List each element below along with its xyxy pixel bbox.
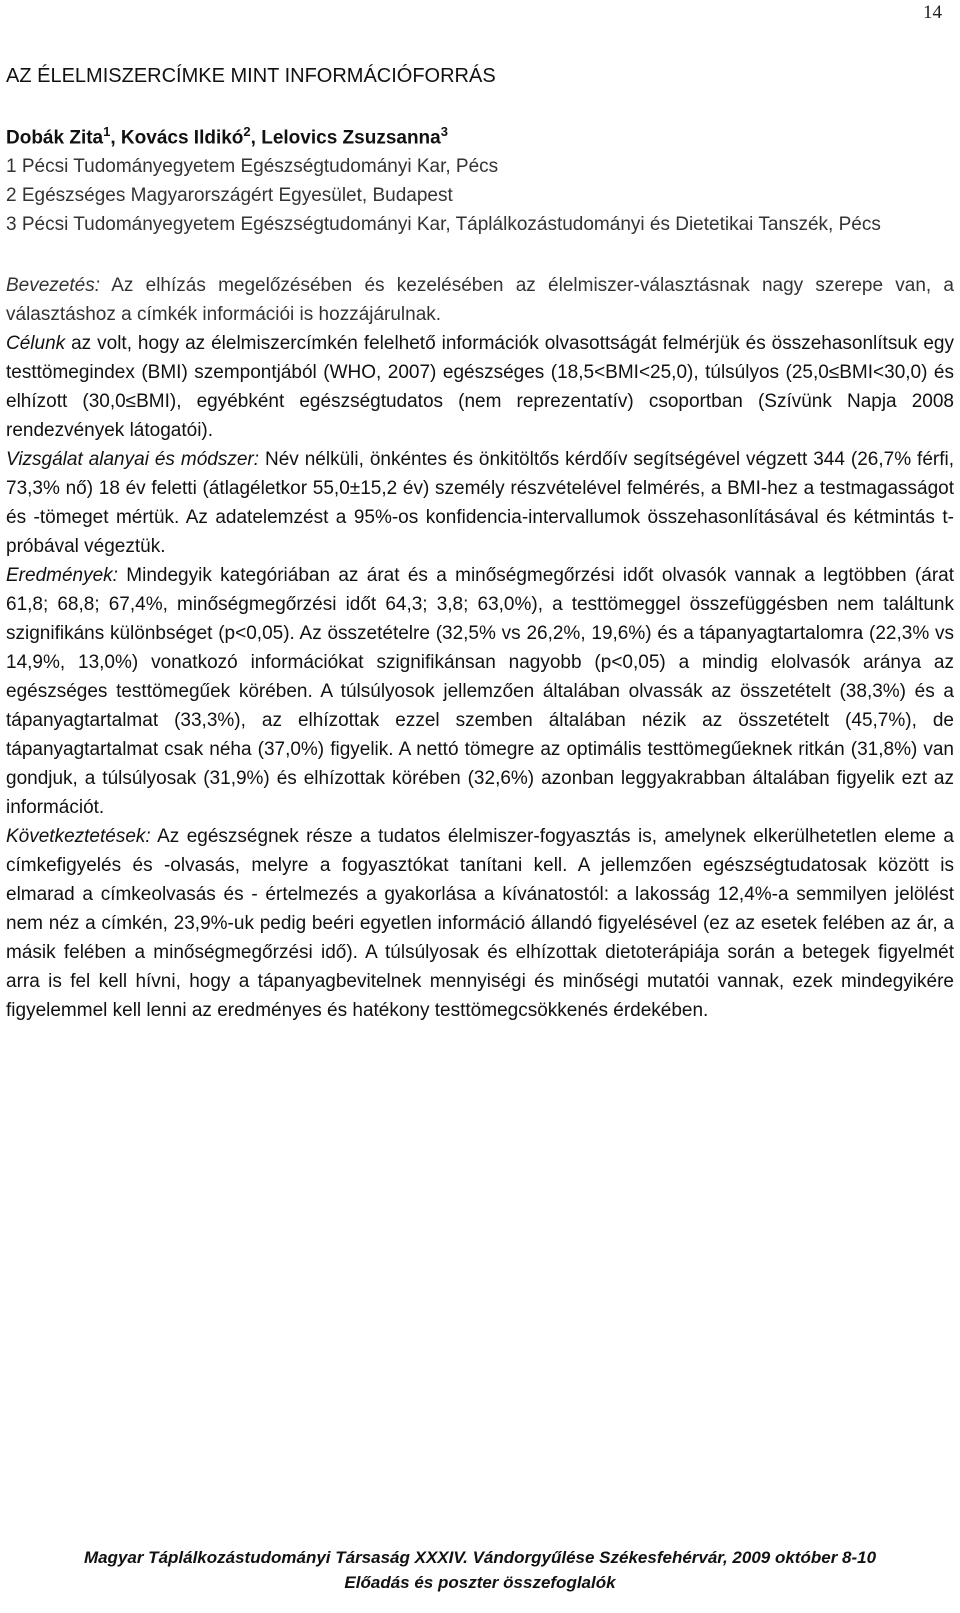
- section-heading: Vizsgálat alanyai és módszer:: [6, 449, 260, 471]
- author-separator: ,: [110, 127, 121, 149]
- section-text: Név nélküli, önkéntes és önkitöltős kérdőív segítségével végzett 344 (26,7% férfi, 73,3% nő) 18 év feletti (átlagéletkor 55,0±15,2 év) személy részvételével felmérés, a BMI-hez a testmagasságot és -tömeget mértük. Az adatelemzést a 95%-os konfidencia-intervallumok összehasonlításával és kétmintás t-próbával végeztük.: [6, 449, 955, 558]
- section-heading: Bevezetés:: [6, 275, 100, 297]
- section-heading: Következtetések:: [6, 826, 151, 848]
- section-heading: Eredmények:: [6, 565, 118, 587]
- abstract-section-conclusions: [6, 822, 954, 1025]
- section-text: Az elhízás megelőzésében és kezelésében az élelmiszer-választásnak nagy szerepe van, a választáshoz a címkék információi is hozzájárulnak.: [6, 275, 954, 326]
- author-affiliation-index: 1: [103, 124, 111, 139]
- author-name: Kovács Ildikó: [120, 127, 244, 149]
- section-text: Mindegyik kategóriában az árat és a minőségmegőrzési időt olvasók vannak a legtöbben (árat 61,8; 68,8; 67,4%, minőségmegőrzési időt 64,3; 3,8; 63,0%), a testtömeggel összefüggésben nem találtunk szignifikáns különbséget (p<0,05). Az összetételre (32,5% vs 26,2%, 19,6%) és a tápanyagtartalomra (22,3% vs 14,9%, 13,0%) vonatkozó információkat szignifikánsan nagyobb (p<0,05) a mindig elolvasók aránya az egészséges testtömegűek körében. A túlsúlyosok jellemzően általában olvassák az összetételt (38,3%) és a tápanyagtartalmat (33,3%), az elhízottak ezzel szemben általában nézik az összetételt (45,7%), de tápanyagtartalmat csak néha (37,0%) figyelik. A nettó tömegre az optimális testtömegűeknek ritkán (31,8%) van gondjuk, a túlsúlyosak (31,9%) és elhízottak körében (32,6%) azonban leggyakrabban általában figyelik ezt az információt.: [6, 565, 954, 819]
- abstract-section-introduction: [6, 271, 954, 329]
- affiliation: 1 Pécsi Tudományegyetem Egészségtudományi Kar, Pécs: [6, 156, 499, 178]
- abstract-page: [6, 62, 954, 1025]
- page-title: AZ ÉLELMISZERCÍMKE MINT INFORMÁCIÓFORRÁS: [6, 65, 496, 87]
- footer-subtitle: Előadás és poszter összefoglalók: [344, 1573, 616, 1592]
- abstract-section-methods: [6, 445, 954, 561]
- section-heading: Célunk: [6, 333, 66, 355]
- author-name: Dobák Zita: [6, 127, 104, 149]
- footer-conference: Magyar Táplálkozástudományi Társaság XXXIV. Vándorgyűlése Székesfehérvár, 2009 október 8-10: [83, 1548, 877, 1567]
- abstract-section-aim: [6, 329, 954, 445]
- affiliation: 2 Egészséges Magyarországért Egyesület, Budapest: [6, 185, 453, 207]
- abstract-body: [6, 271, 954, 1025]
- author-name: Lelovics Zsuzsanna: [261, 127, 441, 149]
- author-affiliation-index: 2: [243, 124, 251, 139]
- author-affiliation-index: 3: [440, 124, 448, 139]
- affiliation: 3 Pécsi Tudományegyetem Egészségtudományi Kar, Táplálkozástudományi és Dietetikai Tanszék, Pécs: [6, 214, 881, 236]
- abstract-section-results: [6, 561, 954, 822]
- page-number: 14: [923, 2, 942, 23]
- author-list: [6, 118, 954, 152]
- section-text: az volt, hogy az élelmiszercímkén felelhető információk olvasottságát felmérjük és összehasonlítsuk egy testtömegindex (BMI) szempontjából (WHO, 2007) egészséges (18,5<BMI<25,0), túlsúlyos (25,0≤BMI<30,0) és elhízott (30,0≤BMI), egyébként egészségtudatos (nem reprezentatív) csoportban (Szívünk Napja 2008 rendezvények látogatói).: [6, 333, 954, 442]
- section-text: Az egészségnek része a tudatos élelmiszer-fogyasztás is, amelynek elkerülhetetlen eleme a címkefigyelés és -olvasás, melyre a fogyasztókat tanítani kell. A jellemzően egészségtudatosak között is elmarad a címkeolvasás és - értelmezés a gyakorlása a kívánatostól: a lakosság 12,4%-a semmilyen jelölést nem néz a címkén, 23,9%-uk pedig beéri egyetlen információ állandó figyelésével (ez az esetek felében az ár, a másik felében a minőségmegőrzési idő). A túlsúlyosak és elhízottak dietoterápiája során a betegek figyelmét arra is fel kell hívni, hogy a tápanyagbevitelnek mennyiségi és minőségi mutatói vannak, ezek mindegyikére figyelemmel kell lenni az eredményes és hatékony testtömegcsökkenés érdekében.: [6, 826, 954, 1022]
- author-separator: ,: [250, 127, 262, 149]
- page-footer: [0, 1545, 960, 1595]
